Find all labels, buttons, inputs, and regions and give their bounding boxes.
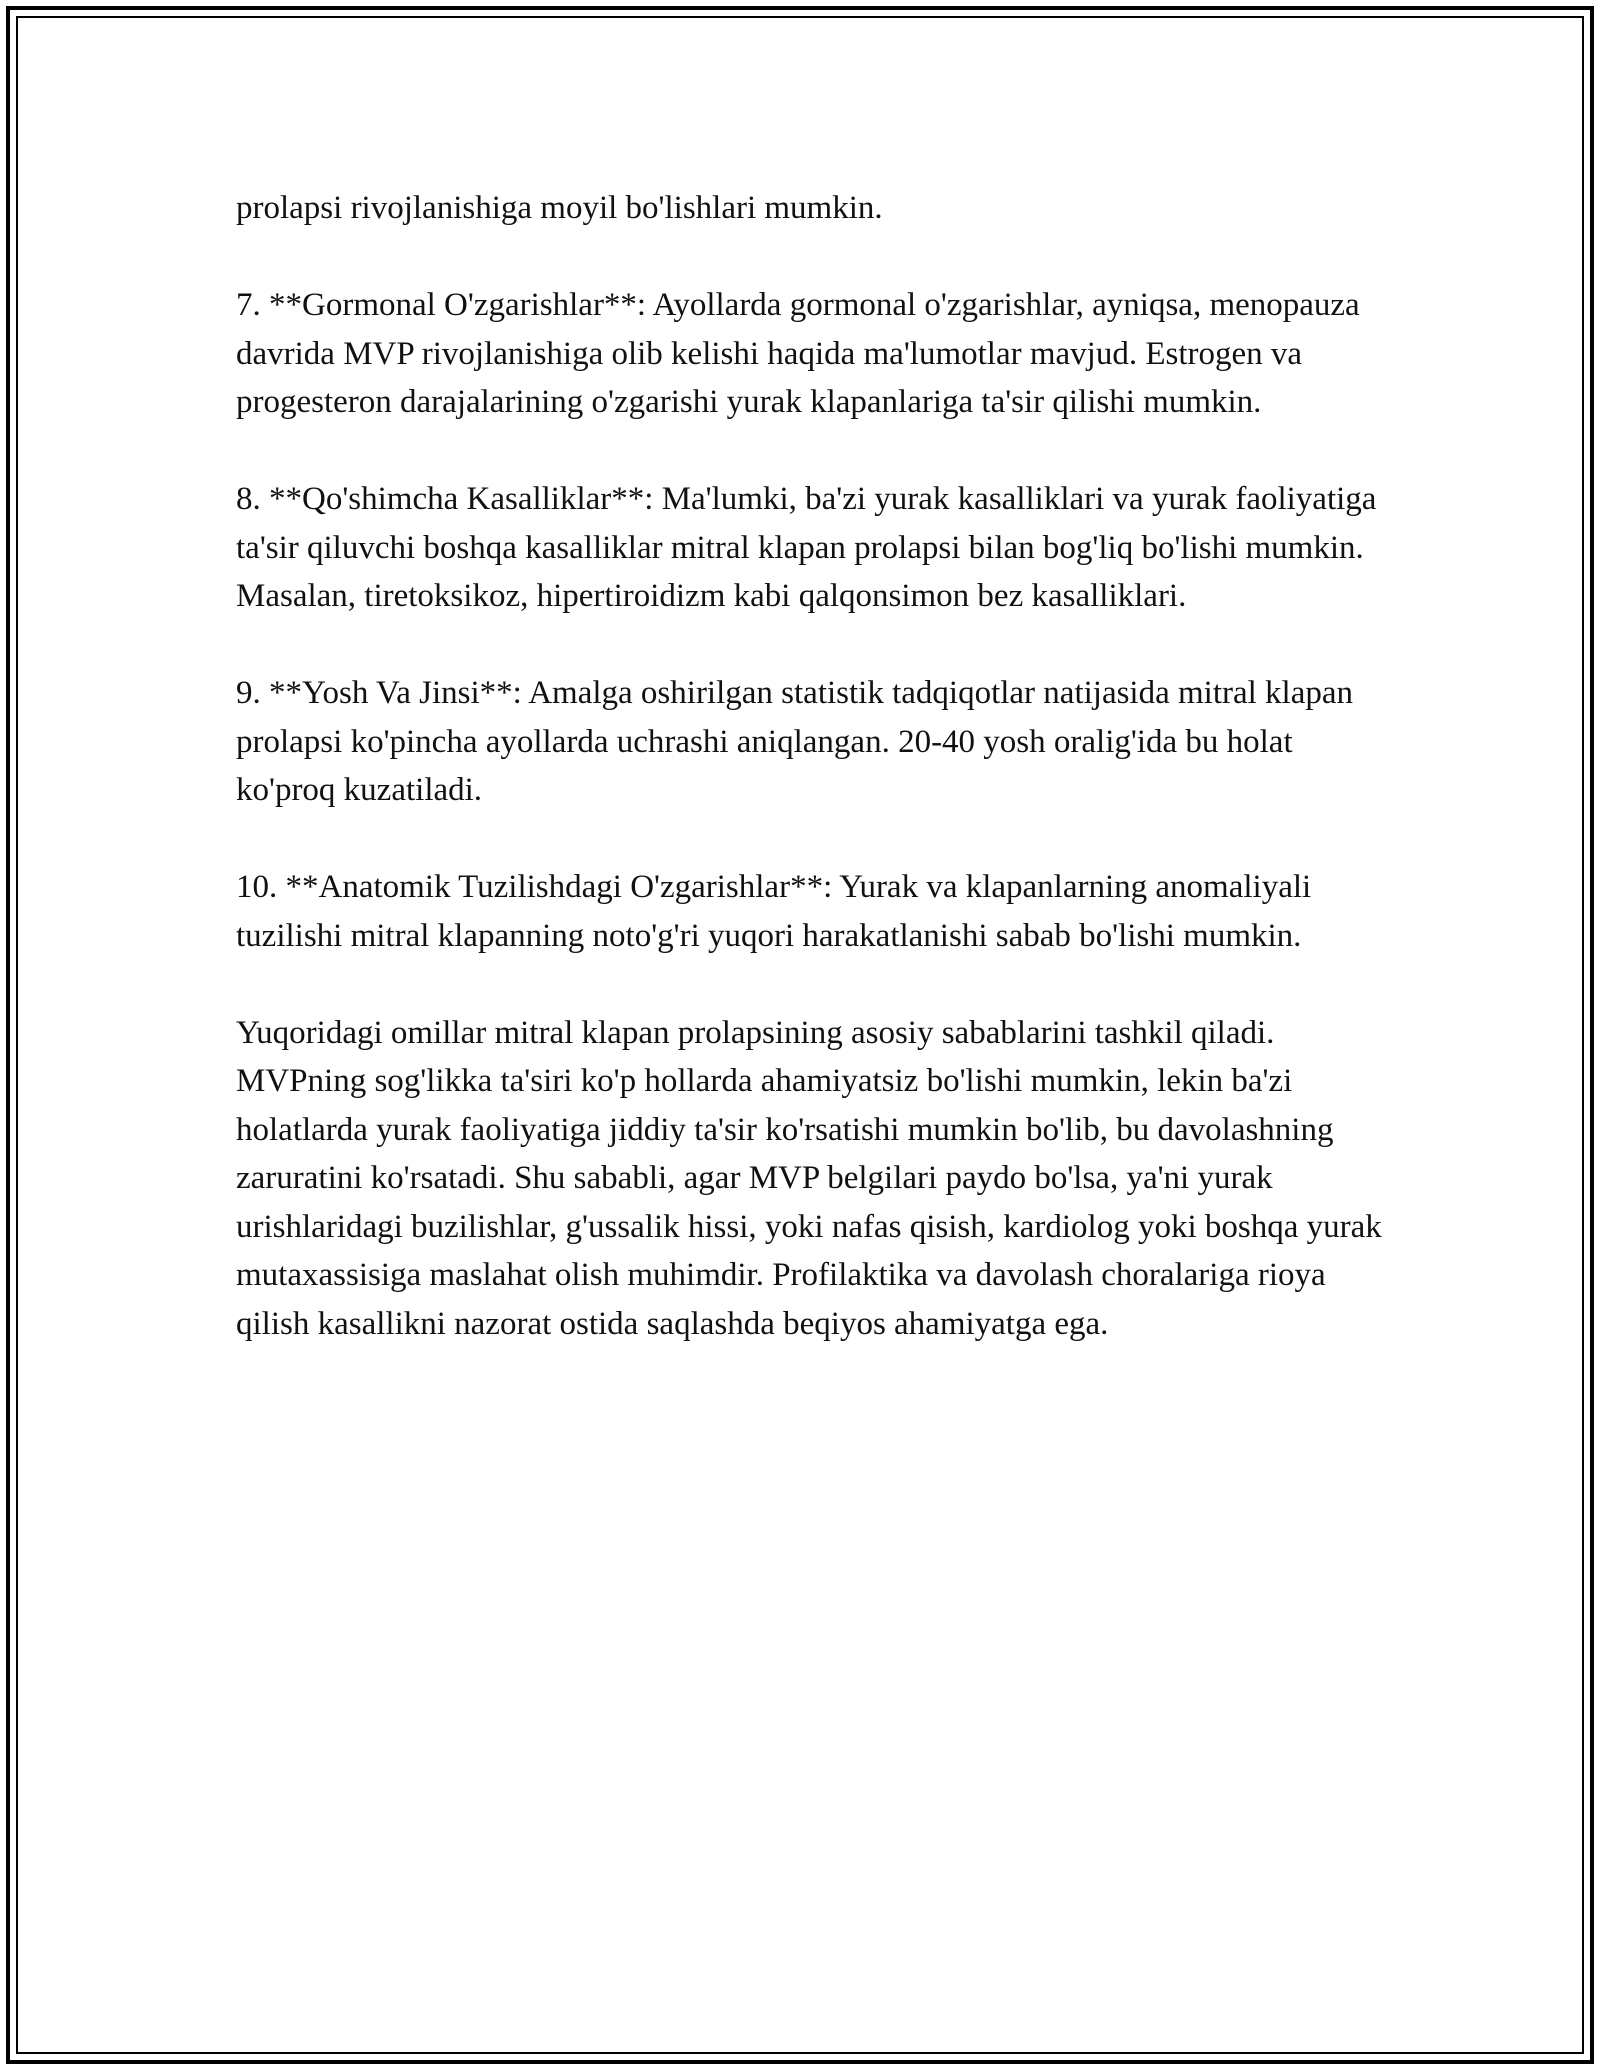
paragraph-continuation: prolapsi rivojlanishiga moyil bo'lishlari mumkin. [236,190,883,226]
paragraph-item-10: 10. **Anatomik Tuzilishdagi O'zgarishlar**: Yurak va klapanlarning anomaliyali tuzilishi mitral klapanning noto'g'ri yuqori harakatlanishi sabab bo'lishi mumkin. [236,869,1312,954]
paragraph-item-7: 7. **Gormonal O'zgarishlar**: Ayollarda gormonal o'zgarishlar, ayniqsa, menopauza davrida MVP rivojlanishiga olib kelishi haqida ma'lumotlar mavjud. Estrogen va progesteron darajalarining o'zgarishi yurak klapanlariga ta'sir qilishi mumkin. [236,287,1360,420]
paragraph-conclusion: Yuqoridagi omillar mitral klapan prolapsining asosiy sabablarini tashkil qiladi. MVPning sog'likka ta'siri ko'p hollarda ahamiyatsiz bo'lishi mumkin, lekin ba'zi holatlarda yurak faoliyatiga jiddiy ta'sir ko'rsatishi mumkin bo'lib, bu davolashning zaruratini ko'rsatadi. Shu sababli, agar MVP belgilari paydo bo'lsa, ya'ni yurak urishlaridagi buzilishlar, g'ussalik hissi, yoki nafas qisish, kardiolog yoki boshqa yurak mutaxassisiga maslahat olish muhimdir. Profilaktika va davolash choralariga rioya qilish kasallikni nazorat ostida saqlashda beqiyos ahamiyatga ega. [236,1014,1382,1342]
paragraph-item-8: 8. **Qo'shimcha Kasalliklar**: Ma'lumki, ba'zi yurak kasalliklari va yurak faoliyatiga ta'sir qiluvchi boshqa kasalliklar mitral klapan prolapsi bilan bog'liq bo'lishi mumkin. Masalan, tiretoksikoz, hipertiroidizm kabi qalqonsimon bez kasalliklari. [236,481,1377,614]
paragraph-item-9: 9. **Yosh Va Jinsi**: Amalga oshirilgan statistik tadqiqotlar natijasida mitral klapan prolapsi ko'pincha ayollarda uchrashi aniqlangan. 20-40 yosh oralig'ida bu holat ko'proq kuzatiladi. [236,675,1354,808]
document-body [236,184,1396,1397]
